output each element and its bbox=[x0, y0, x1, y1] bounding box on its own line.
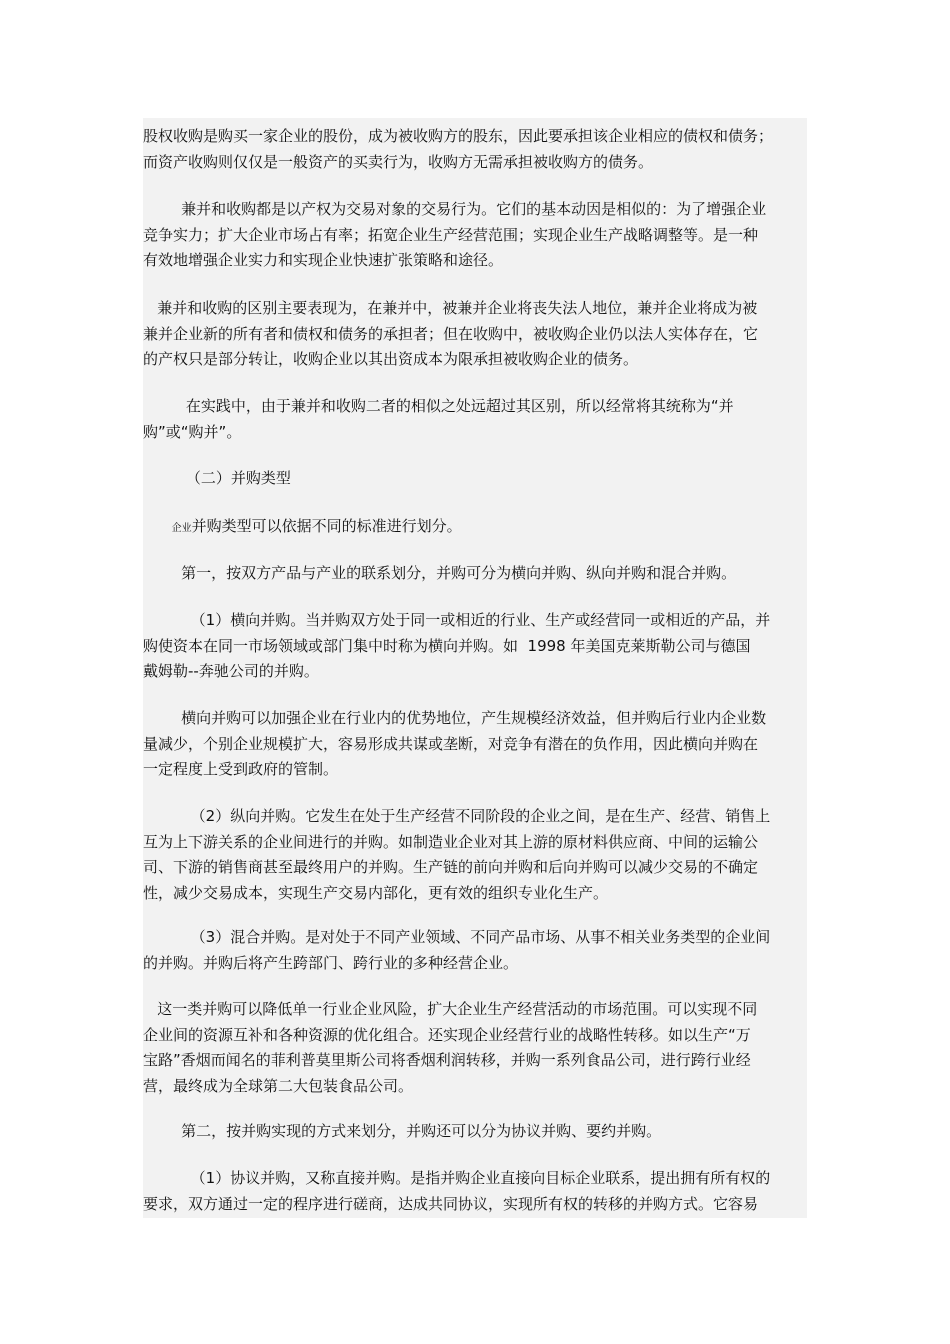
text-line: 性，减少交易成本，实现生产交易内部化，更有效的组织专业化生产。 bbox=[143, 883, 609, 902]
text-line: （1）协议并购，又称直接并购。是指并购企业直接向目标企业联系，提出拥有所有权的 bbox=[143, 1169, 771, 1187]
text-line: 第二，按并购实现的方式来划分，并购还可以分为协议并购、要约并购。 bbox=[143, 1122, 662, 1140]
text-line: （2）纵向并购。它发生在处于生产经营不同阶段的企业之间，是在生产、经营、销售上 bbox=[143, 807, 771, 825]
text-line: 而资产收购则仅仅是一般资产的买卖行为，收购方无需承担被收购方的债务。 bbox=[143, 152, 654, 171]
text-line: 兼并企业新的所有者和债权和债务的承担者；但在收购中，被收购企业仍以法人实体存在，它 bbox=[143, 324, 759, 343]
text-line: 量减少，个别企业规模扩大，容易形成共谋或垄断，对竞争有潜在的负作用，因此横向并购在 bbox=[143, 734, 759, 753]
text-line: 横向并购可以加强企业在行业内的优势地位，产生规模经济效益，但并购后行业内企业数 bbox=[143, 709, 767, 727]
text-line: 这一类并购可以降低单一行业企业风险，扩大企业生产经营活动的市场范围。可以实现不同 bbox=[143, 1000, 758, 1018]
text-line: 要求，双方通过一定的程序进行磋商，达成共同协议，实现所有权的转移的并购方式。它容易 bbox=[143, 1194, 759, 1213]
paragraph bbox=[143, 561, 807, 587]
section-heading bbox=[143, 466, 807, 492]
text-line: 司、下游的销售商甚至最终用户的并购。生产链的前向并购和后向并购可以减少交易的不确定 bbox=[143, 858, 759, 876]
text-line: 竞争实力；扩大企业市场占有率；拓宽企业生产经营范围；实现企业生产战略调整等。是一种 bbox=[143, 225, 759, 244]
paragraph bbox=[143, 706, 807, 783]
paragraph bbox=[143, 608, 807, 685]
paragraph bbox=[143, 514, 807, 542]
text-line: 购使资本在同一市场领域或部门集中时称为横向并购。如 1998 年美国克莱斯勒公司与德国 bbox=[143, 636, 751, 655]
text-line: （1）横向并购。当并购双方处于同一或相近的行业、生产或经营同一或相近的产品，并 bbox=[143, 611, 771, 629]
paragraph bbox=[143, 1119, 807, 1145]
text-line: 购”或“购并”。 bbox=[143, 422, 242, 441]
paragraph bbox=[143, 997, 807, 1099]
text-line: 营，最终成为全球第二大包装食品公司。 bbox=[143, 1076, 414, 1095]
small-prefix: 企业 bbox=[171, 523, 192, 534]
text-line: 第一，按双方产品与产业的联系划分，并购可分为横向并购、纵向并购和混合并购。 bbox=[143, 564, 737, 582]
text-line: 一定程度上受到政府的管制。 bbox=[143, 760, 339, 778]
text-line bbox=[143, 514, 807, 542]
paragraph bbox=[143, 804, 807, 906]
paragraph bbox=[143, 296, 807, 373]
text-line: 在实践中，由于兼并和收购二者的相似之处远超过其区别，所以经常将其统称为“并 bbox=[143, 397, 734, 415]
text-line: 企业间的资源互补和各种资源的优化组合。还实现企业经营行业的战略性转移。如以生产“万 bbox=[143, 1025, 751, 1044]
text-line: 兼并和收购都是以产权为交易对象的交易行为。它们的基本动因是相似的：为了增强企业 bbox=[143, 200, 767, 218]
document-page bbox=[143, 118, 807, 1218]
text-run: 并购类型可以依据不同的标准进行划分。 bbox=[191, 517, 462, 535]
text-line: 的并购。并购后将产生跨部门、跨行业的多种经营企业。 bbox=[143, 953, 519, 972]
paragraph bbox=[143, 925, 807, 976]
paragraph bbox=[143, 124, 807, 175]
text-line: 戴姆勒--奔驰公司的并购。 bbox=[143, 662, 319, 680]
text-line: 的产权只是部分转让，收购企业以其出资成本为限承担被收购企业的债务。 bbox=[143, 350, 639, 368]
paragraph bbox=[143, 394, 807, 445]
text-line: （二）并购类型 bbox=[143, 469, 291, 487]
paragraph bbox=[143, 1166, 807, 1217]
text-line: （3）混合并购。是对处于不同产业领域、不同产品市场、从事不相关业务类型的企业间 bbox=[143, 928, 771, 946]
text-line: 兼并和收购的区别主要表现为，在兼并中，被兼并企业将丧失法人地位，兼并企业将成为被 bbox=[143, 299, 758, 317]
text-line: 股权收购是购买一家企业的股份，成为被收购方的股东，因此要承担该企业相应的债权和债务； bbox=[143, 127, 774, 145]
text-line: 互为上下游关系的企业间进行的并购。如制造业企业对其上游的原材料供应商、中间的运输公 bbox=[143, 832, 759, 851]
text-line: 宝路”香烟而闻名的菲利普莫里斯公司将香烟利润转移，并购一系列食品公司，进行跨行业经 bbox=[143, 1051, 751, 1069]
text-line: 有效地增强企业实力和实现企业快速扩张策略和途径。 bbox=[143, 251, 504, 269]
paragraph bbox=[143, 197, 807, 274]
